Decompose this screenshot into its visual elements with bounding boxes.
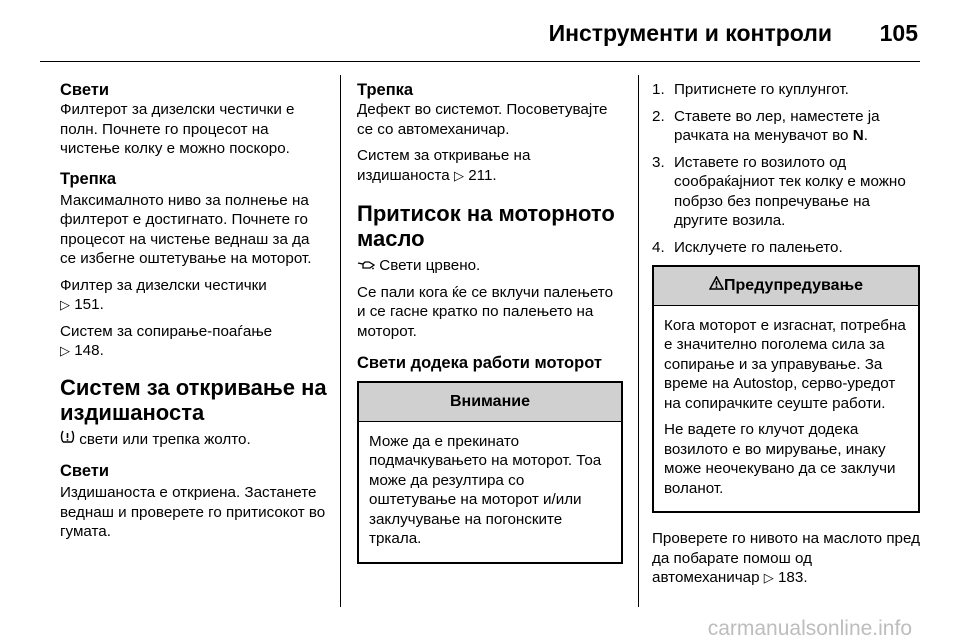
ref-arrow-icon: ▷ (453, 167, 464, 183)
warning-title-bar (654, 267, 918, 306)
para-oil-red-text: Свети црвено. (379, 257, 481, 274)
heading-trepka: Трепка (60, 169, 117, 188)
step-number: 3. (652, 153, 665, 171)
warning-box (652, 265, 920, 513)
notice-body (359, 422, 621, 562)
steps-list (652, 80, 920, 257)
list-item (652, 238, 920, 258)
ref-arrow-icon: ▷ (60, 343, 70, 358)
ref-check-oil-text: Проверете го нивото на маслото пред да побарате помош од автомеханичар (652, 530, 920, 586)
ref-system-text: Систем за откривање на издишаноста (357, 147, 531, 184)
step-bold: N (852, 127, 864, 144)
ref-system-page: 211. (468, 166, 497, 184)
header-rule (40, 61, 920, 62)
notice-text: Може да е прекинато подмачкувањето на моторот. Тоа може да резултира со оштетување на моторот и/или заклучување на погонските тркала. (369, 432, 602, 547)
warning-body (654, 306, 918, 512)
tire-pressure-icon (60, 430, 75, 450)
ref-arrow-icon: ▷ (763, 570, 774, 585)
para-sveti-2: Издишаноста е откриена. Застанете веднаш и проверете го притисокот во гумата. (60, 484, 326, 540)
heading-trepka-2: Трепка (357, 81, 414, 99)
step-number: 2. (652, 107, 665, 125)
ref-diesel-filter[interactable] (60, 276, 328, 315)
para-trepka: Максималното ниво за полнење на филтерот е достигнато. Почнете го процесот на чистење веднаш за да се избегне оштетување на моторот. (60, 191, 312, 267)
warning-triangle-icon (709, 276, 724, 296)
ref-stop-start-text: Систем за сопирање-поаѓање (60, 322, 273, 340)
ref-arrow-icon: ▷ (60, 297, 70, 312)
para-sveti: Филтерот за дизелски честички е полн. Почнете го процесот на чистење колку е можно поскоро. (60, 101, 295, 157)
ref-check-oil-page: 183. (777, 569, 808, 586)
step-number: 4. (652, 238, 665, 256)
step-text: Ставете во лер, наместете ја рачката на менувачот во (674, 107, 880, 144)
ref-diesel-filter-text: Филтер за дизелски честички (60, 276, 267, 294)
para-defekt: Дефект во системот. Посоветувајте се со автомеханичар. (357, 101, 608, 138)
page-number: 105 (879, 20, 918, 46)
column-divider-1 (340, 75, 341, 607)
step-number: 1. (652, 81, 665, 98)
step-text: Иставете го возилото од сообраќајниот тек колку е можно побрзо без попречување на другите возила. (674, 153, 906, 229)
para-oil-desc: Се пали кога ќе се вклучи палењето и се гасне кратко по палењето на моторот. (357, 283, 614, 340)
warning-text-1: Кога моторот е изгаснат, потребна е значително поголема сила за сопирање и за управување. За време на Autostop, серво-уредот на сопирачките сеуште работи. (664, 316, 906, 412)
list-item (652, 80, 920, 100)
ref-stop-start[interactable] (60, 322, 328, 361)
heading-system: Систем за откривање на издишаноста (60, 374, 327, 425)
header-title: Инструменти и контроли (548, 20, 832, 46)
warning-text-2: Не вадете го клучот додека возилото е во мирување, инаку може неочекувано да се заклучи воланот. (664, 421, 896, 497)
column-3 (652, 80, 920, 595)
heading-oil-pressure: Притисок на моторното масло (357, 201, 615, 251)
ref-check-oil[interactable] (652, 529, 920, 588)
warning-title: Предупредување (724, 277, 863, 294)
list-item (652, 153, 920, 231)
heading-sveti-2: Свети (60, 462, 110, 480)
para-system-text: свети или трепка жолто. (79, 430, 251, 448)
notice-box (357, 381, 623, 564)
oil-can-icon (357, 256, 375, 276)
ref-system[interactable] (357, 146, 623, 185)
step-tail: . (863, 127, 868, 144)
heading-engine-running: Свети додека работи моторот (357, 354, 602, 372)
heading-sveti: Свети (60, 81, 110, 99)
para-oil-red (357, 256, 623, 276)
step-text: Притиснете го куплунгот. (674, 81, 849, 98)
step-text: Исклучете го палењето. (674, 238, 843, 256)
ref-diesel-filter-page: 151. (74, 296, 104, 313)
list-item (652, 107, 920, 146)
para-system (60, 430, 328, 450)
watermark: carmanualsonline.info (707, 617, 912, 640)
ref-stop-start-page: 148. (74, 342, 104, 359)
notice-title: Внимание (359, 383, 621, 422)
column-1 (60, 80, 328, 549)
column-divider-2 (638, 75, 639, 607)
column-2 (357, 80, 623, 564)
